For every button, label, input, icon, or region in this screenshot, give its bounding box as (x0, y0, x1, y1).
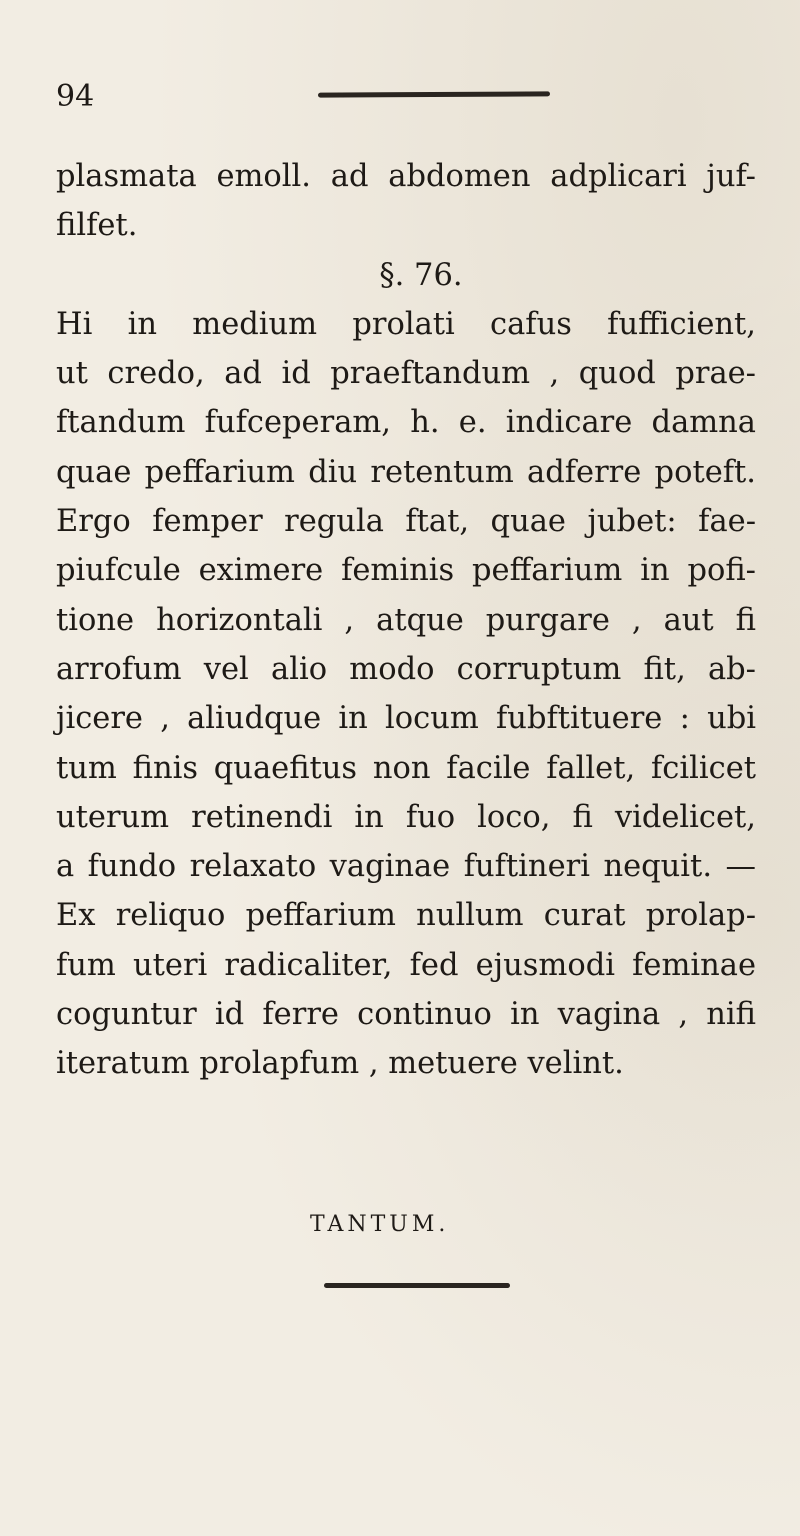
text-line: piufcule eximere feminis peffarium in pofi- (56, 553, 756, 589)
section-heading: §. 76. (379, 257, 463, 293)
text-line: quae peffarium diu retentum adferre poteft. (56, 454, 756, 490)
text-line: a fundo relaxato vaginae fuftineri nequit. — (56, 849, 756, 885)
body-text (56, 152, 756, 1089)
text-line: jicere , aliudque in locum fubftituere : ubi (56, 701, 756, 737)
text-line: fum uteri radicaliter, fed ejusmodi feminae (56, 947, 756, 983)
text-line: ut credo, ad id praeftandum , quod prae- (56, 356, 756, 392)
text-line: Hi in medium prolati cafus fufficient, (56, 306, 756, 342)
text-line: tum finis quaefitus non facile fallet, fcilicet (56, 750, 756, 786)
text-line: plasmata emoll. ad abdomen adplicari juf- (56, 159, 756, 194)
text-line: arrofum vel alio modo corruptum fit, ab- (56, 651, 756, 687)
footer-rule (324, 1283, 510, 1288)
text-line: Ergo femper regula ftat, quae jubet: fae- (56, 504, 756, 540)
header-rule (318, 91, 550, 97)
text-line: uterum retinendi in fuo loco, fi videlicet, (56, 799, 756, 835)
text-line: filfet. (56, 208, 138, 244)
text-line: coguntur id ferre continuo in vagina , nifi (56, 997, 756, 1033)
text-line: tione horizontali , atque purgare , aut fi (56, 602, 756, 638)
catchword: TANTUM. (310, 1212, 450, 1237)
text-line: iteratum prolapfum , metuere velint. (56, 1046, 624, 1082)
text-line: ftandum fufceperam, h. e. indicare damna (56, 405, 756, 441)
text-line: Ex reliquo peffarium nullum curat prolap- (56, 898, 756, 934)
page-number: 94 (56, 79, 95, 114)
